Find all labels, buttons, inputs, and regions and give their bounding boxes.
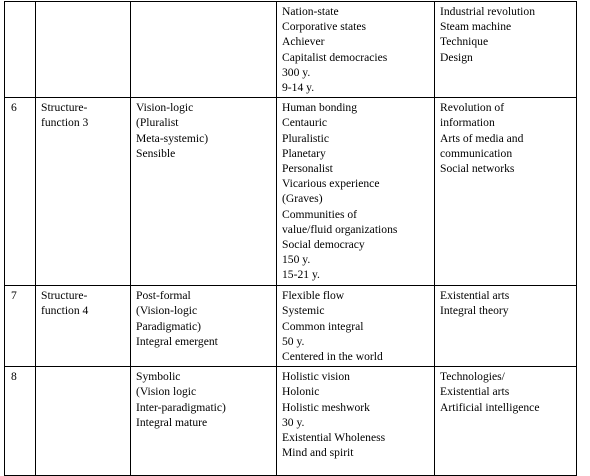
technology-cell bbox=[435, 98, 577, 286]
cell-line: Holistic vision bbox=[282, 370, 350, 384]
cell-line: Systemic bbox=[282, 304, 325, 318]
cell-line: Steam machine bbox=[440, 20, 512, 34]
level-cell bbox=[131, 98, 277, 286]
cell-text: 7 bbox=[11, 289, 17, 303]
cell-line: Existential arts bbox=[440, 385, 510, 399]
cell-line: Pluralistic bbox=[282, 131, 330, 145]
cell-line: Existential arts bbox=[440, 289, 510, 303]
row-number-cell bbox=[5, 98, 36, 286]
technology-cell bbox=[435, 2, 577, 98]
cell-line: function 4 bbox=[41, 304, 89, 318]
cell-line: Existential Wholeness bbox=[282, 431, 386, 445]
cell-line: Artificial intelligence bbox=[440, 400, 540, 414]
cell-line: Human bonding bbox=[282, 101, 358, 115]
cell-line: Sensible bbox=[136, 146, 176, 160]
cell-line: (Graves) bbox=[282, 192, 323, 206]
cell-line: Mind and spirit bbox=[282, 446, 354, 460]
level-cell bbox=[131, 367, 277, 476]
cell-line: Nation-state bbox=[282, 5, 339, 18]
cell-line: 30 y. bbox=[282, 415, 305, 429]
level-cell bbox=[131, 2, 277, 98]
table-row bbox=[5, 286, 577, 367]
cell-line: Structure- bbox=[41, 101, 88, 115]
cell-line: Integral theory bbox=[440, 304, 509, 318]
cell-line: Technique bbox=[440, 35, 489, 49]
table-row bbox=[5, 98, 577, 286]
cell-line: Holonic bbox=[282, 385, 320, 399]
cell-line: function 3 bbox=[41, 116, 89, 130]
cell-line: Paradigmatic) bbox=[136, 319, 202, 333]
cell-line: Personalist bbox=[282, 162, 333, 176]
cell-line: Centauric bbox=[282, 116, 328, 130]
technology-cell bbox=[435, 286, 577, 367]
cell-line: Centered in the world bbox=[282, 350, 383, 364]
cell-line: Flexible flow bbox=[282, 289, 345, 303]
cell-line: 15-21 y. bbox=[282, 268, 320, 282]
cell-line: information bbox=[440, 116, 495, 130]
cell-line: communication bbox=[440, 146, 513, 160]
cell-line: (Vision-logic bbox=[136, 304, 198, 318]
table-body bbox=[5, 2, 577, 476]
cell-line: Capitalist democracies bbox=[282, 50, 388, 64]
technology-cell bbox=[435, 367, 577, 476]
cell-line: Revolution of bbox=[440, 101, 505, 115]
characteristics-cell bbox=[277, 2, 435, 98]
row-number-cell bbox=[5, 286, 36, 367]
cell-line: Integral emergent bbox=[136, 334, 218, 348]
cell-line: Integral mature bbox=[136, 415, 208, 429]
cell-line: Symbolic bbox=[136, 370, 181, 384]
row-number-cell bbox=[5, 367, 36, 476]
structure-cell bbox=[36, 2, 131, 98]
cell-line: Technologies/ bbox=[440, 370, 505, 384]
cell-text: 8 bbox=[11, 370, 17, 384]
cell-line: Communities of bbox=[282, 207, 358, 221]
level-cell bbox=[131, 286, 277, 367]
cell-line: Industrial revolution bbox=[440, 5, 535, 18]
cell-line: 50 y. bbox=[282, 334, 305, 348]
cell-line: Post-formal bbox=[136, 289, 191, 303]
characteristics-cell bbox=[277, 286, 435, 367]
table-row bbox=[5, 2, 577, 98]
structure-cell bbox=[36, 286, 131, 367]
cell-line: Planetary bbox=[282, 146, 326, 160]
cell-line: 150 y. bbox=[282, 253, 311, 267]
cell-line: (Vision logic bbox=[136, 385, 197, 399]
cell-line: Structure- bbox=[41, 289, 88, 303]
cell-line: Social democracy bbox=[282, 238, 365, 252]
cell-line: 9-14 y. bbox=[282, 81, 315, 95]
table-row bbox=[5, 367, 577, 476]
cell-text: 6 bbox=[11, 101, 17, 115]
evolution-table bbox=[4, 1, 577, 476]
cell-line: value/fluid organizations bbox=[282, 222, 398, 236]
characteristics-cell bbox=[277, 367, 435, 476]
cell-line: Inter-paradigmatic) bbox=[136, 400, 226, 414]
structure-cell bbox=[36, 98, 131, 286]
cell-line: Meta-systemic) bbox=[136, 131, 209, 145]
characteristics-cell bbox=[277, 98, 435, 286]
row-number-cell bbox=[5, 2, 36, 98]
cell-line: Holistic meshwork bbox=[282, 400, 370, 414]
cell-line: Arts of media and bbox=[440, 131, 524, 145]
cell-line: Design bbox=[440, 50, 473, 64]
cell-line: 300 y. bbox=[282, 65, 311, 79]
cell-line: Social networks bbox=[440, 162, 515, 176]
cell-line: Achiever bbox=[282, 35, 325, 49]
structure-cell bbox=[36, 367, 131, 476]
cell-line: Vicarious experience bbox=[282, 177, 380, 191]
cell-line: Vision-logic bbox=[136, 101, 194, 115]
cell-line: Common integral bbox=[282, 319, 364, 333]
cell-line: (Pluralist bbox=[136, 116, 179, 130]
cell-line: Corporative states bbox=[282, 20, 367, 34]
